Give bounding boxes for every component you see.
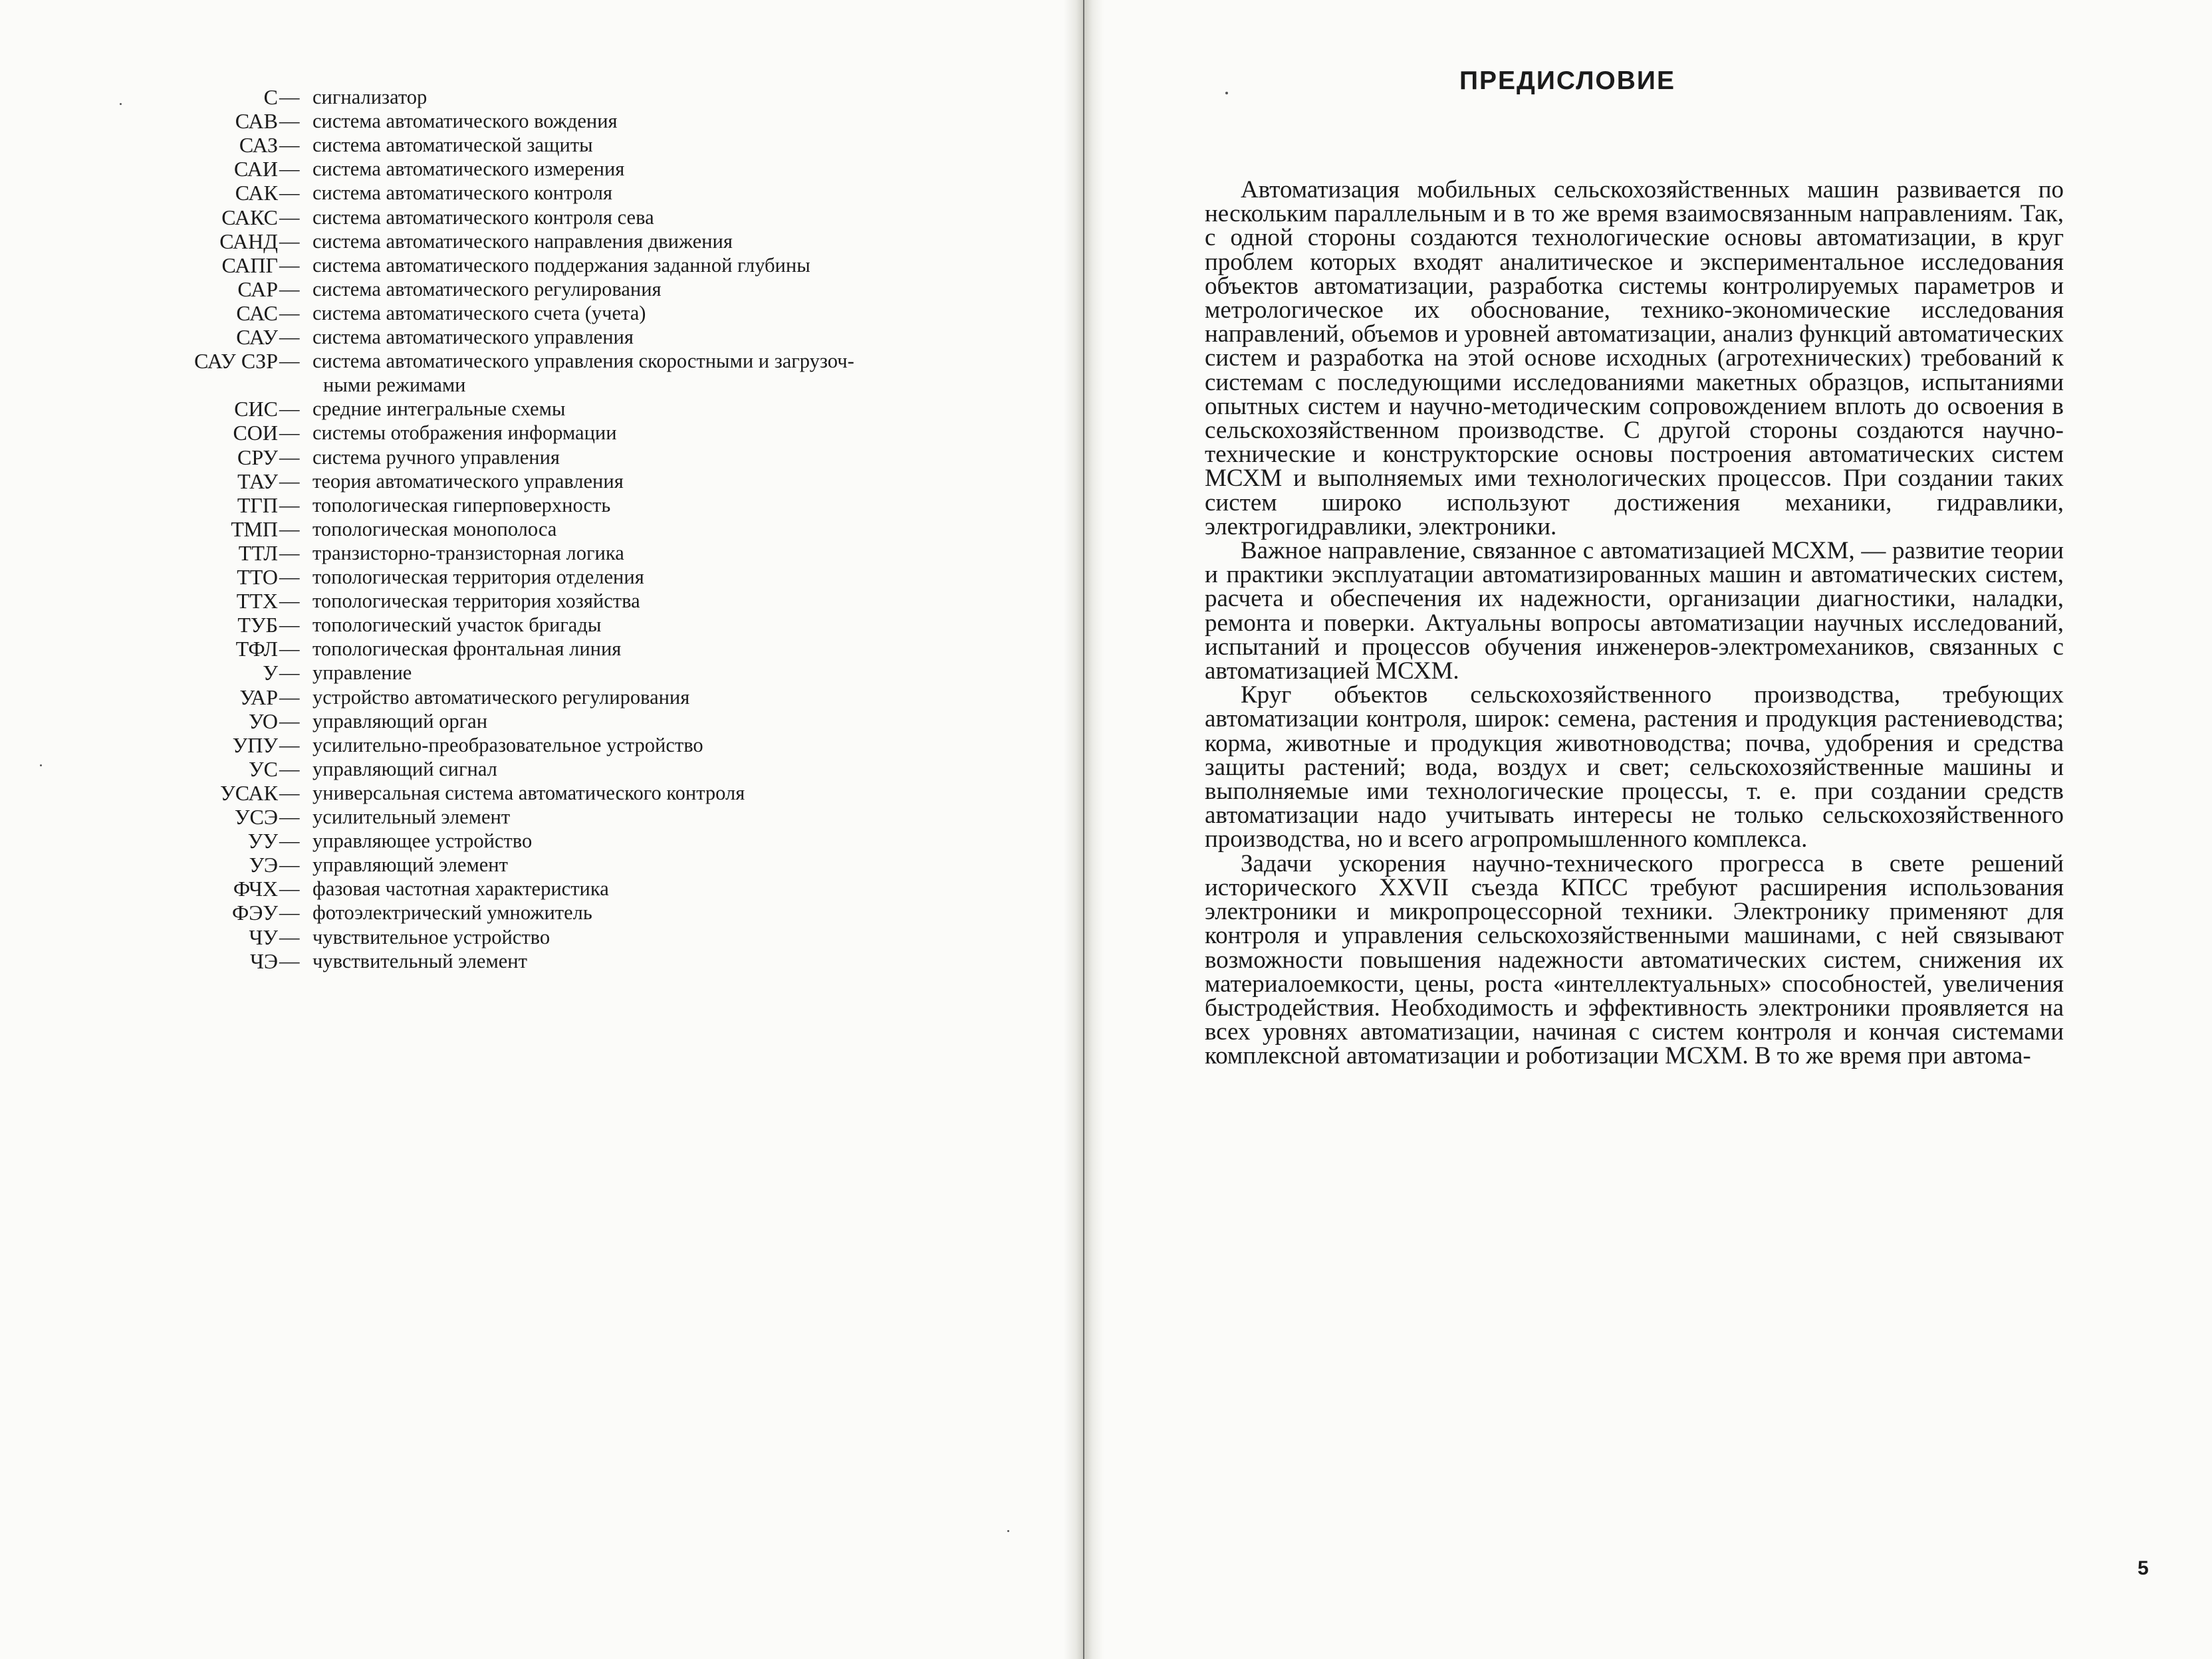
abbreviation-dash: — — [279, 421, 300, 445]
abbreviation-definition: система автоматического направления движения — [312, 229, 733, 253]
abbreviation-dash: — — [279, 350, 300, 373]
abbreviation-row — [0, 901, 1037, 925]
abbreviation-row — [0, 181, 1037, 205]
abbreviation-dash: — — [279, 757, 300, 780]
abbreviation-code: САКС — [221, 205, 278, 229]
abbreviation-definition: система автоматического контроля сева — [312, 205, 654, 229]
abbreviation-row — [0, 469, 1037, 493]
abbreviation-dash: — — [279, 830, 300, 853]
abbreviation-row — [0, 229, 1037, 253]
abbreviation-dash: — — [279, 806, 300, 828]
abbreviation-definition: топологическая территория отделения — [312, 566, 644, 588]
abbreviation-code: САИ — [234, 157, 278, 181]
abbreviation-row — [0, 661, 1037, 685]
abbreviation-dash: — — [279, 949, 300, 972]
abbreviation-code: САЗ — [239, 133, 278, 158]
abbreviation-row — [0, 493, 1037, 517]
abbreviation-definition: система автоматического регулирования — [312, 277, 662, 300]
abbreviation-code: САНД — [219, 229, 278, 253]
abbreviation-dash: — — [279, 277, 300, 300]
abbreviation-code: СИС — [234, 397, 278, 421]
abbreviation-dash: — — [279, 517, 300, 540]
abbreviation-code: С — [263, 85, 278, 109]
abbreviation-row — [0, 733, 1037, 757]
abbreviation-row — [0, 613, 1037, 637]
abbreviation-dash: — — [279, 613, 300, 637]
abbreviation-dash: — — [279, 397, 300, 421]
abbreviation-dash: — — [279, 590, 300, 613]
abbreviation-dash: — — [279, 493, 300, 516]
abbreviation-code: ЧУ — [249, 925, 278, 949]
preface-title: ПРЕДИСЛОВИЕ — [1459, 66, 1675, 95]
abbreviation-dash: — — [279, 134, 300, 157]
abbreviation-code: ТУБ — [237, 613, 278, 637]
abbreviation-code: САС — [236, 300, 278, 325]
abbreviation-code: УС — [249, 756, 278, 781]
abbreviation-code: УАР — [239, 685, 278, 709]
abbreviation-row — [0, 541, 1037, 565]
abbreviation-code: ТФЛ — [235, 637, 278, 661]
abbreviation-dash: — — [279, 566, 300, 588]
abbreviation-code: СРУ — [237, 445, 278, 469]
abbreviation-dash: — — [279, 445, 300, 469]
abbreviation-dash: — — [279, 709, 300, 732]
preface-paragraph: Автоматизация мобильных сельскохозяйственных машин развивается по нескольким параллельным и в то же время взаимосвязанным направлениям. Так, с одной стороны создаются технологические основы автоматизации, в круг проблем которых входят аналитическое и экспериментальное исследования объектов автоматизации, разработка системы контролируемых параметров и метрологическое их обоснование, технико-экономические исследования направлений, объемов и уровней автоматизации, анализ функций автоматических систем и разработка на этой основе исходных (агротехнических) требований к системам с последующими исследованиями макетных образцов, испытаниями опытных систем и научно-методическим сопровождением вплоть до освоения в сельскохозяйственном производстве. С другой стороны создаются научно-технические и конструкторские основы построения автоматических систем МСХМ и выполняемых ими технологических процессов. При создании таких систем широко используют достижения механики, гидравлики, электрогидравлики, электроники. — [1205, 176, 2064, 540]
abbreviation-definition: топологическая фронтальная линия — [312, 637, 622, 661]
abbreviation-dash: — — [279, 733, 300, 756]
abbreviation-code: УСЭ — [234, 805, 278, 829]
abbreviation-dash: — — [279, 853, 300, 877]
abbreviation-definition: транзисторно-транзисторная логика — [312, 541, 624, 564]
abbreviation-row — [0, 253, 1037, 277]
abbreviation-code: САУ СЗР — [194, 349, 278, 374]
abbreviation-row — [0, 349, 1037, 373]
abbreviation-dash: — — [279, 229, 300, 253]
abbreviation-dash: — — [279, 326, 300, 348]
abbreviation-continuation-row — [0, 373, 1037, 397]
abbreviation-code: ТГП — [237, 493, 278, 517]
abbreviation-row — [0, 565, 1037, 589]
abbreviation-definition: топологическая монополоса — [312, 517, 557, 540]
abbreviation-row — [0, 85, 1037, 109]
abbreviation-dash: — — [279, 253, 300, 276]
abbreviation-definition: управляющий элемент — [312, 853, 508, 877]
abbreviation-definition: устройство автоматического регулирования — [312, 685, 690, 709]
abbreviation-code: ФЧХ — [233, 877, 278, 901]
abbreviation-row — [0, 397, 1037, 421]
abbreviation-dash: — — [279, 158, 300, 181]
abbreviation-definition-continuation: ными режимами — [323, 374, 466, 397]
abbreviation-definition: фазовая частотная характеристика — [312, 877, 609, 901]
abbreviation-definition: универсальная система автоматического контроля — [312, 781, 745, 804]
abbreviation-code: ФЭУ — [231, 901, 278, 925]
abbreviation-dash: — — [279, 469, 300, 493]
abbreviation-code: УСАК — [220, 780, 278, 805]
abbreviation-definition: средние интегральные схемы — [312, 397, 566, 421]
abbreviation-row — [0, 589, 1037, 613]
abbreviation-row — [0, 829, 1037, 853]
abbreviation-definition: система автоматического управления — [312, 326, 634, 348]
book-gutter — [1064, 0, 1104, 1659]
abbreviation-code: ТТЛ — [238, 540, 278, 565]
abbreviation-code: УЭ — [249, 853, 278, 877]
abbreviation-definition: система автоматического поддержания заданной глубины — [312, 253, 810, 276]
abbreviation-definition: управляющее устройство — [312, 830, 533, 853]
abbreviation-dash: — — [279, 685, 300, 709]
scan-speck — [1007, 1530, 1009, 1532]
abbreviation-code: ТТХ — [236, 589, 278, 613]
abbreviation-code: САВ — [235, 109, 278, 134]
abbreviation-code: УПУ — [232, 732, 278, 757]
abbreviation-definition: усилительный элемент — [312, 806, 511, 828]
abbreviation-dash: — — [279, 205, 300, 229]
abbreviation-definition: сигнализатор — [312, 86, 428, 108]
abbreviation-row — [0, 637, 1037, 661]
abbreviation-dash: — — [279, 110, 300, 133]
abbreviation-definition: топологический участок бригады — [312, 613, 602, 637]
abbreviation-code: ТМП — [231, 516, 278, 541]
abbreviation-definition: фотоэлектрический умножитель — [312, 901, 592, 925]
abbreviation-definition: управление — [312, 661, 412, 685]
preface-body — [1205, 178, 2064, 1069]
abbreviation-definition: чувствительное устройство — [312, 925, 551, 948]
abbreviation-definition: система автоматического вождения — [312, 110, 618, 133]
preface-paragraph: Важное направление, связанное с автоматизацией МСХМ, — развитие теории и практики эксплуатации автоматизированных машин и автоматических систем, расчета и обеспечения их надежности, организации диагностики, наладки, ремонта и поверки. Актуальны вопросы автоматизации научных исследований, испытаний и процессов обучения инженеров-электромехаников, связанных с автоматизацией МСХМ. — [1205, 537, 2064, 685]
abbreviation-row — [0, 805, 1037, 829]
abbreviation-code: ТАУ — [237, 469, 278, 493]
abbreviation-row — [0, 781, 1037, 805]
abbreviation-code: САУ — [236, 325, 278, 349]
abbreviation-row — [0, 205, 1037, 229]
abbreviation-row — [0, 157, 1037, 181]
abbreviation-code: ЧЭ — [250, 948, 278, 973]
abbreviation-definition: усилительно-преобразовательное устройство — [312, 733, 703, 756]
abbreviation-definition: топологическая территория хозяйства — [312, 590, 640, 613]
abbreviation-dash: — — [279, 661, 300, 685]
abbreviation-row — [0, 709, 1037, 733]
abbreviation-code: САК — [235, 181, 278, 205]
right-page — [1104, 0, 2212, 1659]
abbreviation-dash: — — [279, 181, 300, 205]
abbreviation-definition: управляющий орган — [312, 709, 488, 732]
abbreviation-dash: — — [279, 86, 300, 108]
abbreviation-definition: системы отображения информации — [312, 421, 617, 445]
abbreviation-dash: — — [279, 637, 300, 661]
abbreviation-definition: чувствительный элемент — [312, 949, 527, 972]
abbreviation-code: САР — [237, 276, 278, 301]
abbreviation-row — [0, 517, 1037, 541]
abbreviation-row — [0, 421, 1037, 445]
abbreviation-definition: система автоматического контроля — [312, 181, 612, 205]
abbreviation-dash: — — [279, 877, 300, 901]
scan-speck — [120, 103, 122, 105]
scan-speck — [40, 764, 42, 766]
abbreviation-definition: система автоматического управления скоростными и загрузоч- — [312, 350, 854, 373]
abbreviation-row — [0, 325, 1037, 349]
abbreviation-dash: — — [279, 901, 300, 925]
abbreviation-definition: система автоматического измерения — [312, 158, 625, 181]
abbreviation-row — [0, 109, 1037, 133]
abbreviation-row — [0, 853, 1037, 877]
abbreviation-row — [0, 949, 1037, 973]
abbreviation-code: У — [263, 661, 278, 685]
abbreviation-row — [0, 301, 1037, 325]
abbreviation-definition: управляющий сигнал — [312, 757, 497, 780]
abbreviation-dash: — — [279, 301, 300, 324]
abbreviation-row — [0, 133, 1037, 157]
scan-speck — [1225, 92, 1228, 94]
abbreviation-dash: — — [279, 781, 300, 804]
abbreviation-definition: система ручного управления — [312, 445, 560, 469]
abbreviation-dash: — — [279, 541, 300, 564]
abbreviation-row — [0, 877, 1037, 901]
abbreviation-code: УУ — [247, 829, 278, 853]
abbreviation-dash: — — [279, 925, 300, 948]
abbreviation-code: УО — [248, 709, 278, 733]
abbreviation-row — [0, 925, 1037, 949]
left-page — [0, 0, 1064, 1659]
preface-paragraph: Задачи ускорения научно-технического прогресса в свете решений исторического XXVII съезда КПСС требуют расширения использования электроники и микропроцессорной техники. Электронику применяют для контроля и управления сельскохозяйственными машинами, с ней связывают возможности повышения надежности автоматических систем, снижения их материалоемкости, цены, роста «интеллектуальных» способностей, увеличения быстродействия. Необходимость и эффективность электроники проявляется на всех уровнях автоматизации, начиная с систем контроля и кончая системами комплексной автоматизации и роботизации МСХМ. В то же время при автома- — [1205, 849, 2064, 1070]
preface-paragraph: Круг объектов сельскохозяйственного производства, требующих автоматизации контроля, широк: семена, растения и продукция растениеводства; корма, животные и продукция животноводства; почва, удобрения и средства защиты растений; вода, воздух и свет; сельскохозяйственные машины и выполняемые ими технологические процессы, т. е. при создании средств автоматизации надо учитывать интересы не только сельскохозяйственного производства, но и всего агропромышленного комплекса. — [1205, 681, 2064, 853]
page-number: 5 — [2138, 1557, 2149, 1579]
abbreviation-code: ТТО — [237, 565, 278, 589]
abbreviation-definition: система автоматического счета (учета) — [312, 301, 646, 324]
abbreviation-row — [0, 445, 1037, 469]
abbreviation-definition: система автоматической защиты — [312, 134, 593, 157]
abbreviation-row — [0, 757, 1037, 781]
abbreviation-definition: топологическая гиперповерхность — [312, 493, 611, 516]
abbreviation-code: САПГ — [221, 253, 278, 277]
abbreviation-code: СОИ — [233, 421, 278, 445]
abbreviation-row — [0, 277, 1037, 301]
abbreviation-definition: теория автоматического управления — [312, 469, 624, 493]
abbreviation-row — [0, 685, 1037, 709]
